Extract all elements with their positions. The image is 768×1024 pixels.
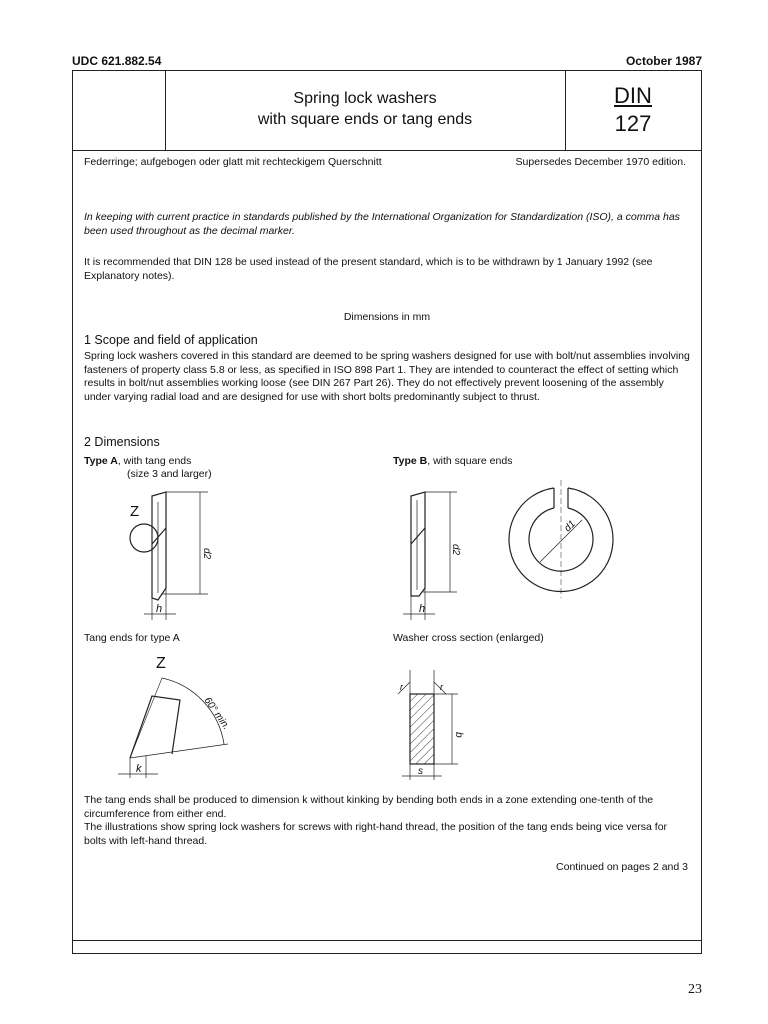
type-a-size-note: (size 3 and larger) <box>127 468 212 480</box>
type-a-label <box>84 455 191 468</box>
type-a-name: Type A <box>84 455 118 467</box>
footer-rule <box>72 940 702 941</box>
title-divider-right <box>565 70 566 150</box>
publication-date: October 1987 <box>625 54 702 68</box>
type-a-washer-outline <box>152 492 166 600</box>
label-d2-type-b: d2 <box>450 544 461 556</box>
type-b-label <box>393 455 512 468</box>
thread-direction-note: The illustrations show spring lock washers for screws with right-hand thread, the position of the tang ends being vice versa for bolts with left-hand thread. <box>84 821 668 847</box>
standard-name: DIN <box>614 83 652 108</box>
type-a-split-line <box>152 528 166 544</box>
tang-ends-caption: Tang ends for type A <box>84 632 180 644</box>
type-a-desc: , with tang ends <box>117 455 192 467</box>
type-a-washer-drawing <box>100 478 240 628</box>
dimensions-unit-note: Dimensions in mm <box>343 311 431 323</box>
section-1-heading: 1 Scope and field of application <box>84 333 258 347</box>
tang-end-outline <box>130 696 180 758</box>
udc-code: UDC 621.882.54 <box>72 54 162 68</box>
type-b-washer-outline <box>411 492 425 596</box>
tang-ends-detail-drawing <box>100 648 250 788</box>
label-b: b <box>453 732 464 738</box>
label-angle: 60° min. <box>201 695 232 732</box>
label-d1: d1 <box>562 518 578 535</box>
title-line-2: with square ends or tang ends <box>257 111 473 128</box>
label-r-right: r <box>440 682 443 692</box>
label-h: h <box>156 603 163 615</box>
german-title: Federringe; aufgebogen oder glatt mit rechteckigem Querschnitt <box>84 156 382 168</box>
section-1-body: Spring lock washers covered in this standard are deemed to be spring washers designed for use with bolt/nut assemblies involving fasteners of property class 5.8 or less, as specified in ISO 898 Part 1. They are intended to counteract the effect of setting which results in bolt/nut assemblies working loose (see DIN 267 Part 26). They do not effectively prevent loosening of the assembly under varying radial load and are designed for use with short bolts predominantly subject to thrust. <box>84 350 690 403</box>
detail-z-circle <box>130 524 158 552</box>
label-k: k <box>136 763 142 775</box>
cross-section-hatch <box>410 694 434 764</box>
standard-number: 127 <box>614 111 652 136</box>
type-b-desc: , with square ends <box>427 455 513 467</box>
page-number: 23 <box>688 982 702 997</box>
title-bottom-rule <box>72 150 702 151</box>
withdrawal-recommendation: It is recommended that DIN 128 be used instead of the present standard, which is to be withdrawn by 1 January 1992 (see Explanatory notes). <box>84 256 653 282</box>
type-b-ring-plan-view <box>498 480 618 600</box>
label-z: Z <box>130 503 140 520</box>
type-b-name: Type B <box>393 455 428 467</box>
washer-cross-section-drawing <box>392 660 512 790</box>
label-r-left: r <box>400 682 403 692</box>
cross-section-caption: Washer cross section (enlarged) <box>393 632 544 644</box>
iso-decimal-note: In keeping with current practice in standards published by the International Organization for Standardization (ISO), a comma has been used throughout as the decimal marker. <box>84 211 680 237</box>
type-b-washer-drawing <box>395 478 485 628</box>
standard-id <box>568 82 698 138</box>
detail-z-label: Z <box>156 655 166 672</box>
label-d2: d2 <box>201 548 212 560</box>
continued-note: Continued on pages 2 and 3 <box>556 861 688 873</box>
label-s: s <box>418 766 423 777</box>
section-2-heading: 2 Dimensions <box>84 435 160 449</box>
title-line-1: Spring lock washers <box>293 90 437 107</box>
label-h-type-b: h <box>419 603 426 615</box>
supersedes-note: Supersedes December 1970 edition. <box>515 156 686 168</box>
document-title <box>165 88 565 130</box>
tang-ends-requirement: The tang ends shall be produced to dimension k without kinking by bending both ends in a zone extending one-tenth of the circumference from either end. <box>84 794 654 820</box>
